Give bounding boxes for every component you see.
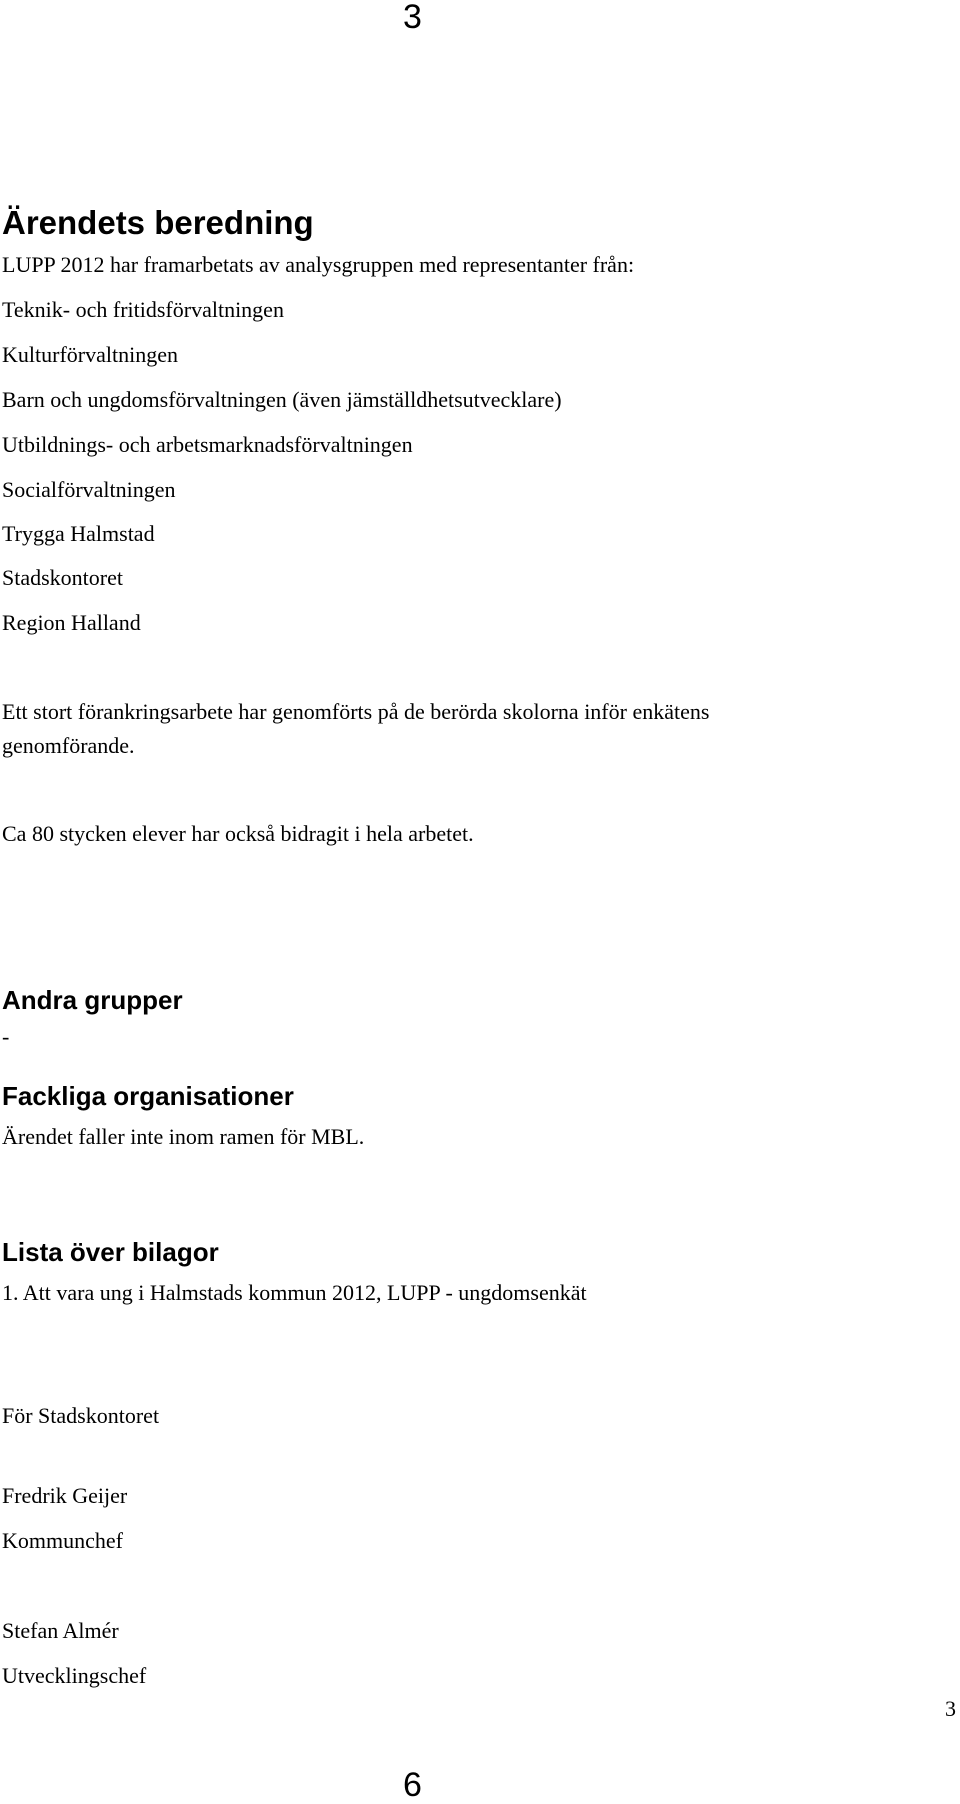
intro-paragraph: LUPP 2012 har framarbetats av analysgruppen med representanter från: [2, 252, 635, 277]
andra-grupper-text: - [2, 1024, 10, 1049]
signature-on-behalf: För Stadskontoret [2, 1403, 160, 1428]
anchoring-paragraph-line-1: Ett stort förankringsarbete har genomförts på de berörda skolorna inför enkätens [2, 699, 710, 724]
footer-page-number-big: 6 [403, 1766, 422, 1804]
list-item: Utbildnings- och arbetsmarknadsförvaltningen [2, 432, 413, 457]
section-heading-andra-grupper: Andra grupper [2, 985, 183, 1015]
list-item: Trygga Halmstad [2, 521, 155, 546]
signer-name: Fredrik Geijer [2, 1483, 128, 1508]
footer-page-number-small: 3 [945, 1696, 956, 1721]
list-item: Kulturförvaltningen [2, 342, 178, 367]
section-heading-arendets-beredning: Ärendets beredning [2, 204, 314, 241]
list-item: Region Halland [2, 610, 141, 635]
signer-title: Kommunchef [2, 1528, 123, 1553]
list-item: Teknik- och fritidsförvaltningen [2, 297, 284, 322]
fackliga-text: Ärendet faller inte inom ramen för MBL. [2, 1124, 365, 1149]
list-item: Socialförvaltningen [2, 477, 176, 502]
signer-title: Utvecklingschef [2, 1663, 147, 1688]
list-item: Barn och ungdomsförvaltningen (även jämställdhetsutvecklare) [2, 387, 562, 412]
list-item: Stadskontoret [2, 565, 123, 590]
students-paragraph: Ca 80 stycken elever har också bidragit i hela arbetet. [2, 821, 474, 846]
attachment-item: 1. Att vara ung i Halmstads kommun 2012, LUPP - ungdomsenkät [2, 1280, 587, 1305]
section-heading-lista-over-bilagor: Lista över bilagor [2, 1237, 219, 1267]
header-page-number: 3 [403, 0, 422, 36]
anchoring-paragraph-line-2: genomförande. [2, 733, 135, 758]
section-heading-fackliga-organisationer: Fackliga organisationer [2, 1081, 294, 1111]
signer-name: Stefan Almér [2, 1618, 119, 1643]
